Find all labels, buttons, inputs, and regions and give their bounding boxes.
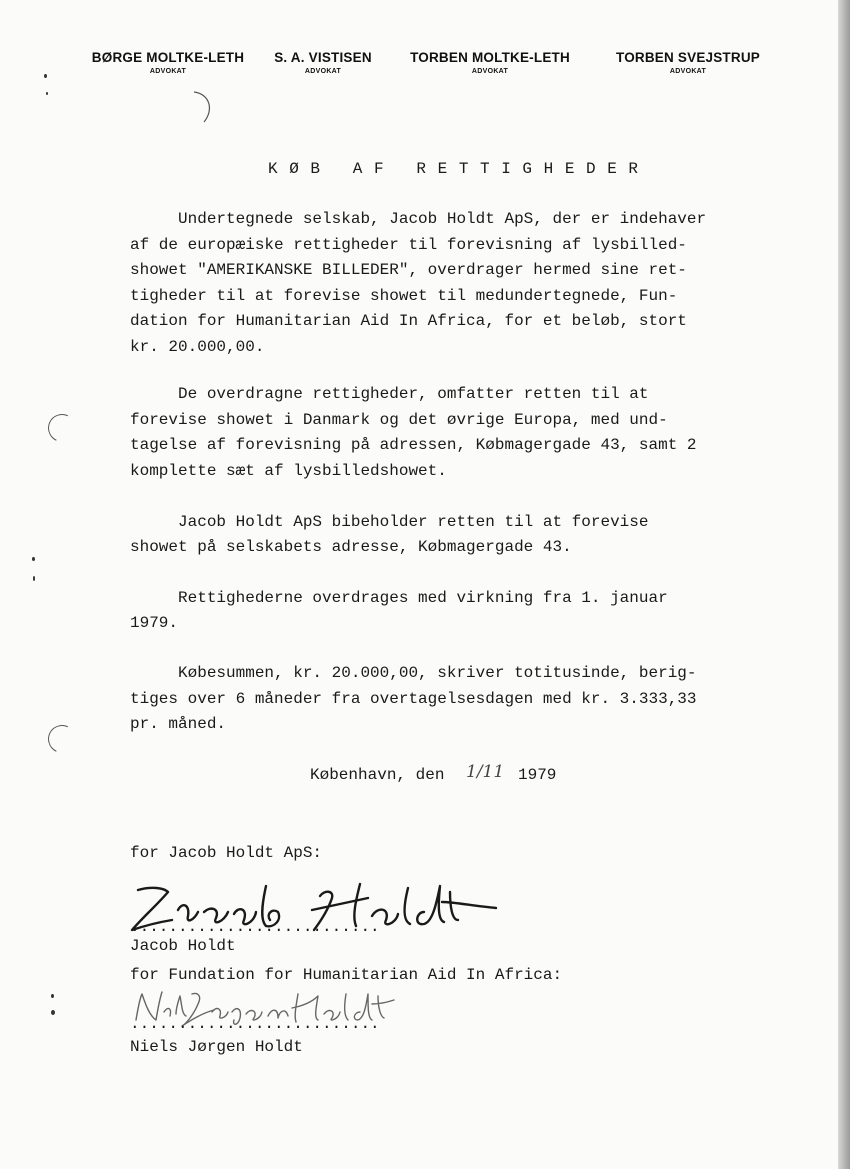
pencil-mark (190, 88, 220, 128)
text-line: 1979. (130, 614, 179, 632)
scan-speck (32, 557, 35, 561)
text-line: komplette sæt af lysbilledshowet. (130, 462, 447, 480)
scan-speck (51, 994, 54, 998)
text-line: showet "AMERIKANSKE BILLEDER", overdrager hermed sine ret- (130, 261, 687, 279)
text-line: tigheder til at forevise showet til medundertegnede, Fun- (130, 287, 678, 305)
scan-speck (44, 74, 47, 78)
text-line: De overdragne rettigheder, omfatter retten til at (130, 385, 649, 403)
text-line: forevise showet i Danmark og det øvrige Europa, med und- (130, 411, 668, 429)
text-line: kr. 20.000,00. (130, 338, 265, 356)
signature-line-dots: .......................... (130, 918, 380, 936)
lawyer-name-3: TORBEN MOLTKE-LETH (410, 50, 570, 65)
punch-hole (44, 410, 80, 446)
scan-speck (46, 92, 48, 95)
lawyer-title-2: ADVOKAT (304, 68, 342, 75)
text-line: dation for Humanitarian Aid In Africa, for et beløb, stort (130, 312, 687, 330)
signatory-for-label: for Fundation for Humanitarian Aid In Africa: (130, 966, 563, 984)
lawyer-title-3: ADVOKAT (471, 68, 509, 75)
scan-speck (33, 576, 35, 581)
text-line: tiges over 6 måneder fra overtagelsesdagen med kr. 3.333,33 (130, 690, 697, 708)
place-date-prefix: København, den (310, 766, 445, 784)
text-line: pr. måned. (130, 715, 227, 733)
text-line: Undertegnede selskab, Jacob Holdt ApS, der er indehaver (130, 210, 707, 228)
lawyer-name-2: S. A. VISTISEN (274, 50, 372, 65)
text-line: Rettighederne overdrages med virkning fra 1. januar (130, 589, 668, 607)
text-line: tagelse af forevisning på adressen, Købmagergade 43, samt 2 (130, 436, 697, 454)
text-line: af de europæiske rettigheder til forevisning af lysbilled- (130, 236, 687, 254)
scan-speck (51, 1010, 55, 1015)
signatory-for-label: for Jacob Holdt ApS: (130, 844, 323, 862)
signature-line-dots: .......................... (130, 1015, 380, 1033)
text-line: Købesummen, kr. 20.000,00, skriver totitusinde, berig- (130, 664, 697, 682)
lawyer-title-4: ADVOKAT (669, 68, 707, 75)
printed-name: Niels Jørgen Holdt (130, 1038, 303, 1056)
punch-hole (44, 721, 80, 757)
lawyer-name-4: TORBEN SVEJSTRUP (616, 50, 760, 65)
page-edge-shadow (838, 0, 850, 1169)
text-line: Jacob Holdt ApS bibeholder retten til at forevise (130, 513, 649, 531)
document-title: KØB AF RETTIGHEDER (268, 160, 650, 178)
text-line: showet på selskabets adresse, Købmagergade 43. (130, 538, 572, 556)
lawyer-name-1: BØRGE MOLTKE-LETH (91, 50, 245, 65)
place-date-year: 1979 (518, 766, 557, 784)
printed-name: Jacob Holdt (130, 937, 236, 955)
handwritten-date: 1/11 (466, 762, 505, 782)
lawyer-title-1: ADVOKAT (149, 68, 187, 75)
